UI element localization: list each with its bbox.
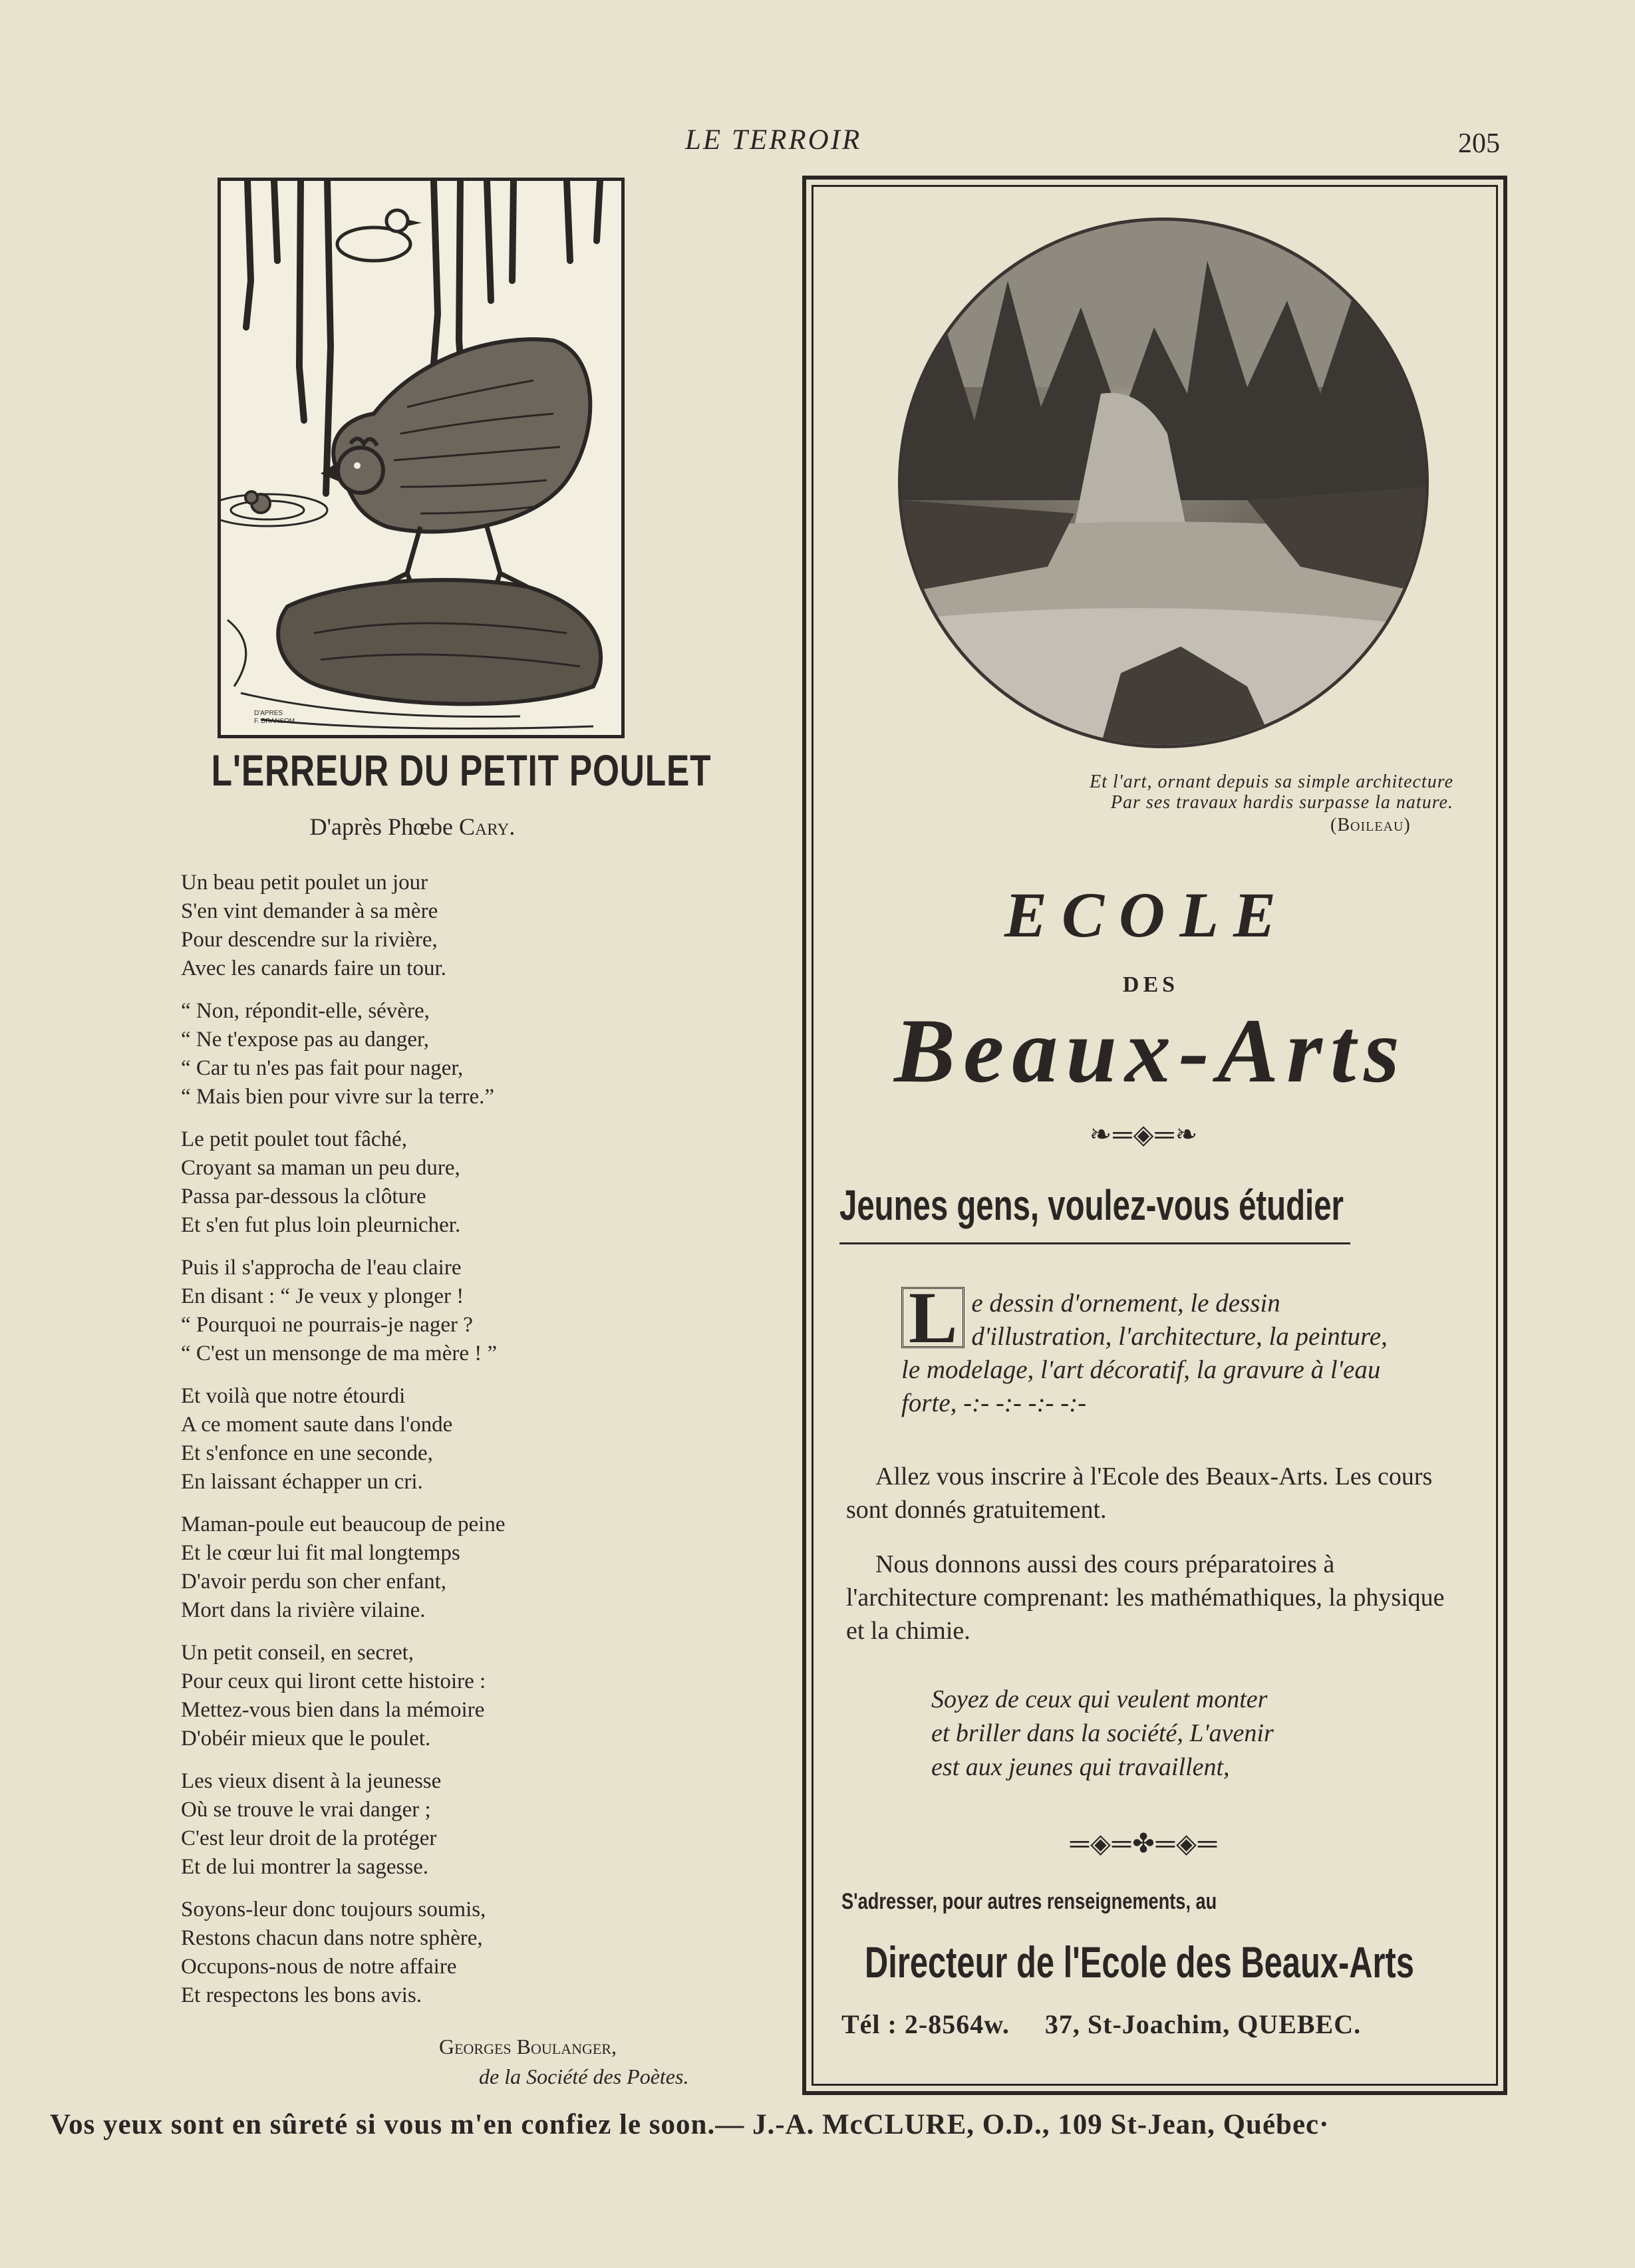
- signature-line-1: D'APRES: [254, 710, 283, 717]
- epigraph-source: (Boileau): [1330, 815, 1411, 835]
- advert-subheading: Jeunes gens, voulez-vous étudier: [839, 1181, 1344, 1229]
- poem-line: En disant : “ Je veux y plonger !: [181, 1284, 464, 1308]
- poem-line: D'obéir mieux que le poulet.: [181, 1727, 431, 1751]
- ornament-divider-icon: ❧═◈═❧: [1089, 1119, 1199, 1149]
- advert-paragraph-enroll: Allez vous inscrire à l'Ecole des Beaux-Arts. Les cours sont donnés gratuitement.: [846, 1463, 1433, 1524]
- poem-line: Et le cœur lui fit mal longtemps: [181, 1541, 460, 1565]
- poem-stanza: [181, 1254, 660, 1368]
- hen-and-chick-illustration: [218, 178, 625, 738]
- poem-line: S'en vint demander à sa mère: [181, 899, 438, 923]
- poem-line: Mettez-vous bien dans la mémoire: [181, 1698, 485, 1722]
- subheading-rule: [839, 1242, 1350, 1244]
- poem-line: Occupons-nous de notre affaire: [181, 1955, 457, 1979]
- advert-heading-beaux-arts: Beaux-Arts: [894, 1000, 1408, 1101]
- drop-cap: L: [901, 1287, 965, 1348]
- poem-line: Mort dans la rivière vilaine.: [181, 1598, 426, 1622]
- ornament-divider-icon-2: ═◈═✤═◈═: [1070, 1828, 1219, 1858]
- poem-line: D'avoir perdu son cher enfant,: [181, 1570, 447, 1594]
- waterfall-landscape: [901, 221, 1425, 745]
- signature-line-2: F. BRANSOM: [254, 718, 295, 725]
- poem-line: Et s'en fut plus loin pleurnicher.: [181, 1213, 461, 1237]
- poem-stanza: [181, 1767, 660, 1882]
- poem-line: A ce moment saute dans l'onde: [181, 1413, 453, 1437]
- poem-line: Pour descendre sur la rivière,: [181, 928, 438, 952]
- poem-line: Et voilà que notre étourdi: [181, 1384, 406, 1408]
- epigraph-line-1: Et l'art, ornant depuis sa simple architecture: [1090, 772, 1453, 792]
- poem-line: Passa par-dessous la clôture: [181, 1185, 426, 1208]
- poem-line: Maman-poule eut beaucoup de peine: [181, 1512, 506, 1536]
- advert-course-list: [901, 1277, 1400, 1420]
- poem-line: Avec les canards faire un tour.: [181, 956, 446, 980]
- page-number: 205: [1458, 128, 1500, 159]
- poem-line: Et respectons les bons avis.: [181, 1983, 422, 2007]
- advert-epigraph: [958, 772, 1453, 813]
- poem-attribution: [200, 813, 625, 841]
- poem-stanza: [181, 997, 660, 1111]
- motto-line-2: et briller dans la société, L'avenir: [931, 1719, 1274, 1747]
- poem-stanza: [181, 1125, 660, 1240]
- poem-line: Et s'enfonce en une seconde,: [181, 1441, 433, 1465]
- poem-author-name: Georges Boulanger,: [439, 2035, 617, 2058]
- poem-title: L'ERREUR DU PETIT POULET: [211, 746, 712, 795]
- poem-line: Restons chacun dans notre sphère,: [181, 1926, 483, 1950]
- attribution-prefix: D'après Phœbe: [309, 813, 453, 840]
- advert-director: Directeur de l'Ecole des Beaux-Arts: [865, 1937, 1414, 1987]
- poem-line: “ Non, répondit-elle, sévère,: [181, 999, 430, 1023]
- advert-address: 37, St-Joachim, QUEBEC.: [1044, 2009, 1362, 2039]
- poem-stanza: [181, 1382, 660, 1496]
- poem-stanza: [181, 1510, 660, 1625]
- poem-author-block: [439, 2032, 758, 2092]
- advert-paragraph-courses: Nous donnons aussi des cours préparatoires à l'architecture comprenant: les mathémathiques, la physique et la chimie.: [846, 1550, 1445, 1645]
- poem-line: Un beau petit poulet un jour: [181, 871, 428, 895]
- poem-line: “ Pourquoi ne pourrais-je nager ?: [181, 1313, 473, 1337]
- advert-heading-ecole: ECOLE: [1004, 879, 1291, 950]
- course-list-text: e dessin d'ornement, le dessin d'illustration, l'architecture, la peinture, le modelage, l'art décoratif, la gravure à l'eau forte, -:- -:- -:- -:-: [901, 1289, 1388, 1417]
- poem-stanza: [181, 1896, 660, 2010]
- poem-line: Pour ceux qui liront cette histoire :: [181, 1669, 486, 1693]
- poem-line: En laissant échapper un cri.: [181, 1470, 423, 1494]
- poem-stanza: [181, 869, 660, 983]
- poem-author-affiliation: de la Société des Poètes.: [479, 2064, 689, 2088]
- advert-contact-line: [841, 2009, 1453, 2040]
- motto-line-1: Soyez de ceux qui veulent monter: [931, 1685, 1268, 1713]
- poem-stanza: [181, 1639, 660, 1753]
- poem-line: Et de lui montrer la sagesse.: [181, 1855, 429, 1879]
- poem-line: Puis il s'approcha de l'eau claire: [181, 1256, 462, 1280]
- poem-line: “ C'est un mensonge de ma mère ! ”: [181, 1342, 498, 1365]
- poem-line: Un petit conseil, en secret,: [181, 1641, 414, 1665]
- poem-line: “ Ne t'expose pas au danger,: [181, 1028, 429, 1052]
- waterfall-photograph: [898, 217, 1429, 748]
- advert-motto: [931, 1683, 1397, 1784]
- poem-line: “ Mais bien pour vivre sur la terre.”: [181, 1085, 494, 1109]
- poem-line: Le petit poulet tout fâché,: [181, 1127, 407, 1151]
- advert-phone: Tél : 2-8564w.: [841, 2009, 1010, 2039]
- footer-advertisement: Vos yeux sont en sûreté si vous m'en confiez le soon.— J.-A. McCLURE, O.D., 109 St-Jean, Québec·: [50, 2109, 1330, 2140]
- poem-line: “ Car tu n'es pas fait pour nager,: [181, 1056, 464, 1080]
- advert-heading-des: DES: [1122, 972, 1179, 997]
- running-title: LE TERROIR: [685, 124, 862, 156]
- poem-body: [181, 869, 660, 2024]
- motto-line-3: est aux jeunes qui travaillent,: [931, 1753, 1230, 1781]
- poem-line: Les vieux disent à la jeunesse: [181, 1769, 442, 1793]
- poem-line: Croyant sa maman un peu dure,: [181, 1156, 460, 1180]
- epigraph-line-2: Par ses travaux hardis surpasse la nature.: [1110, 792, 1453, 813]
- advert-contact-intro: S'adresser, pour autres renseignements, au: [841, 1889, 1217, 1914]
- poem-line: Soyons-leur donc toujours soumis,: [181, 1898, 486, 1921]
- hen-illustration-drawing: [221, 181, 621, 735]
- illustrator-signature: [254, 710, 295, 726]
- poem-line: C'est leur droit de la protéger: [181, 1826, 437, 1850]
- poem-line: Où se trouve le vrai danger ;: [181, 1798, 431, 1822]
- attribution-name: Cary.: [459, 813, 516, 840]
